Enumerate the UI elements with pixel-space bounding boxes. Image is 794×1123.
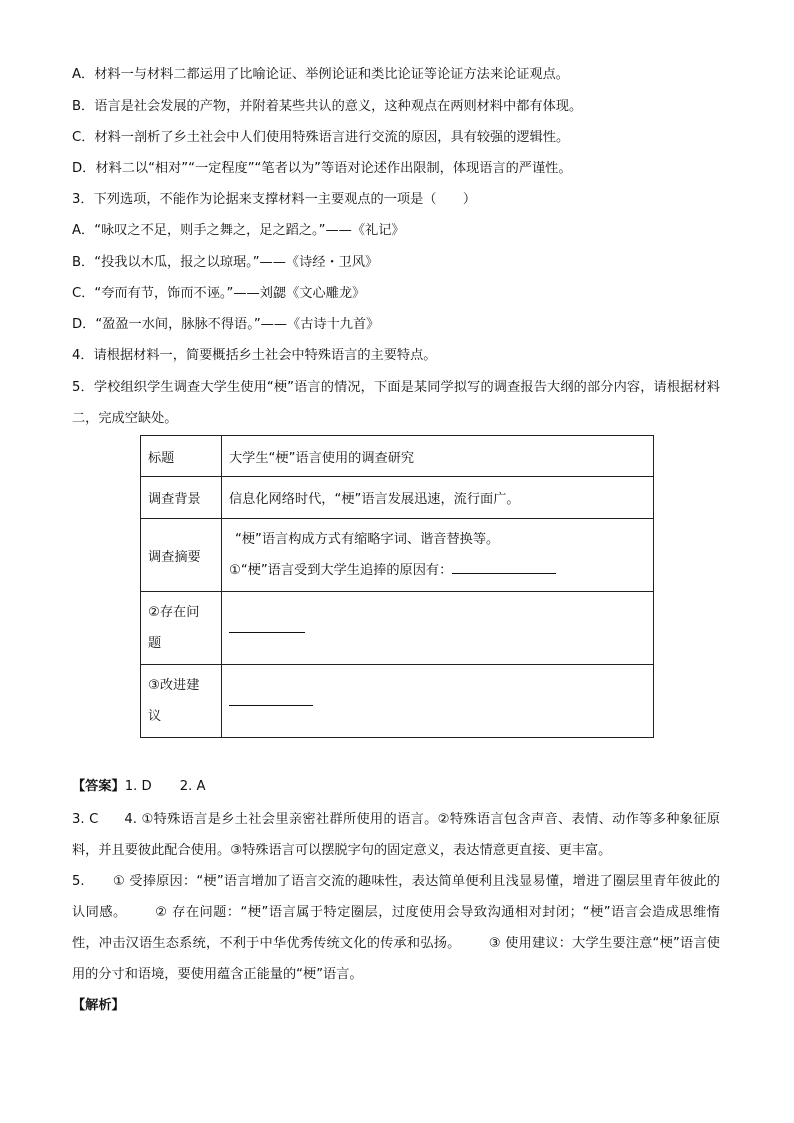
label-suggestions-line-b: 议 [148,709,162,724]
answer-2: 2. A [179,779,206,794]
answer-blank-3 [229,693,313,706]
answer-5-mark-1: ① [112,874,125,889]
answer-5-part-3: 使用建议：大学生要注意“梗”语言使用的分寸和语境，要使用蕴含正能量的“梗”语言。 [72,936,720,982]
answer-blank-1 [452,561,556,574]
content-summary [222,519,654,592]
question-4: 4．请根据材料一，简要概括乡土社会中特殊语言的主要特点。 [72,348,437,363]
content-background: 信息化网络时代，“梗”语言发展迅速，流行面广。 [222,477,654,519]
answer-5-mark-2: ② [154,905,168,920]
summary-line-1: “梗”语言构成方式有缩略字词、谐音替换等。 [235,532,500,547]
label-suggestions-line-a: ③改进建 [148,678,200,693]
question-3-stem: 3．下列选项，不能作为论据来支撑材料一主要观点的一项是（ ） [72,192,477,207]
label-background: 调查背景 [141,477,222,519]
analysis-tag: 【解析】 [72,998,125,1013]
table-row-suggestions [141,665,654,738]
answer-blank-2 [229,620,305,633]
answer-tag: 【答案】 [72,779,125,794]
table-row-background [141,477,654,519]
option-3b: B．“投我以木瓜，报之以琼琚。”——《诗经・卫风》 [72,255,379,270]
content-problems [222,592,654,665]
answer-1: 1. D [124,779,152,794]
survey-outline-table [140,435,654,738]
question-5: 5．学校组织学生调查大学生使用“梗”语言的情况，下面是某同学拟写的调查报告大纲的部分内容，请根据材料二，完成空缺处。 [72,380,720,426]
label-problems-line-a: ②存在问 [148,605,200,620]
label-problems [141,592,222,665]
answer-block-3-4 [72,804,720,866]
answer-5-part-1: 受捧原因：“梗”语言增加了语言交流的趣味性，表达简单便利且浅显易懂，增进了圈层里青年彼此的认同感。 [72,874,720,920]
table-row-problems [141,592,654,665]
answer-5-mark-3: ③ [488,936,501,951]
label-suggestions [141,665,222,738]
option-2d: D．材料二以“相对”“一定程度”“笔者以为”等语对论述作出限制，体现语言的严谨性。 [72,161,572,176]
content-title: 大学生“梗”语言使用的调查研究 [222,436,654,477]
option-3d: D．“盈盈一水间，脉脉不得语。”——《古诗十九首》 [72,317,380,332]
table-row-summary [141,519,654,592]
summary-line-2 [229,555,646,586]
label-problems-line-b: 题 [148,636,162,651]
option-2b: B．语言是社会发展的产物，并附着某些共认的意义，这种观点在两则材料中都有体现。 [72,99,583,114]
answer-line-1 [72,778,205,796]
answer-5-number: 5. [72,874,85,889]
table-row-title [141,436,654,477]
answer-block-5 [72,866,720,990]
label-summary: 调查摘要 [141,519,222,592]
answer-4: 4. ①特殊语言是乡土社会里亲密社群所使用的语言。②特殊语言包含声音、表情、动作等多种象征原料，并且要彼此配合使用。③特殊语言可以摆脱字句的固定意义，表达情意更直接、更丰富。 [72,812,720,858]
label-title: 标题 [141,436,222,477]
option-2a: A．材料一与材料二都运用了比喻论证、举例论证和类比论证等论证方法来论证观点。 [72,67,569,82]
option-3c: C．“夸而有节，饰而不诬。”——刘勰《文心雕龙》 [72,286,366,301]
option-2c: C．材料一剖析了乡土社会中人们使用特殊语言进行交流的原因，具有较强的逻辑性。 [72,130,570,145]
summary-line-2-text: ①“梗”语言受到大学生追捧的原因有： [229,563,453,578]
answer-3: 3. C [72,812,99,827]
answer-5-part-2: 存在问题：“梗”语言属于特定圈层，过度使用会导致沟通相对封闭；“梗”语言会造成思维惰性，冲击汉语生态系统，不利于中华优秀传统文化的传承和弘扬。 [72,905,720,951]
content-suggestions [222,665,654,738]
option-3a: A．“咏叹之不足，则手之舞之，足之蹈之。”——《礼记》 [72,223,405,238]
